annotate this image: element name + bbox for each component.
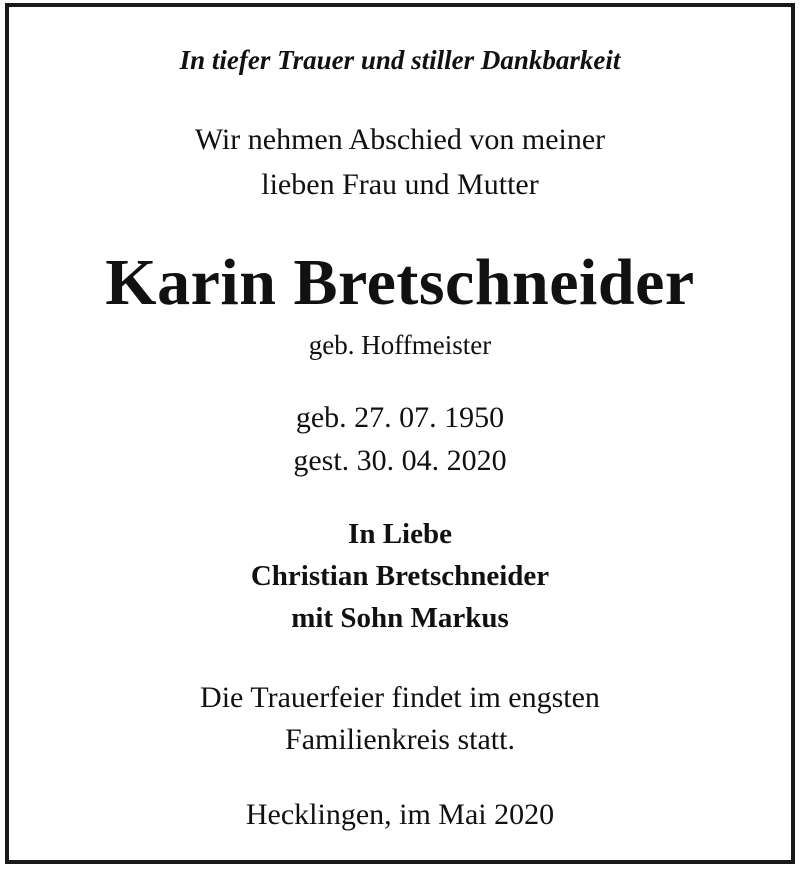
maiden-name: geb. Hoffmeister (308, 330, 492, 360)
funeral-note-line-1: Die Trauerfeier findet im engsten (200, 681, 600, 714)
death-date: gest. 30. 04. 2020 (293, 444, 507, 477)
mourner-line-3: mit Sohn Markus (291, 602, 509, 634)
mourner-line-1: In Liebe (348, 518, 452, 550)
obituary-notice (5, 3, 795, 864)
birth-date: geb. 27. 07. 1950 (295, 401, 505, 434)
notice-header: In tiefer Trauer und stiller Dankbarkeit (179, 45, 621, 75)
funeral-note-line-2: Familienkreis statt. (285, 723, 515, 756)
place-and-date: Hecklingen, im Mai 2020 (245, 798, 555, 831)
deceased-name: Karin Bretschneider (105, 246, 695, 319)
intro-line-2: lieben Frau und Mutter (261, 168, 539, 201)
intro-line-1: Wir nehmen Abschied von meiner (194, 123, 606, 156)
mourner-line-2: Christian Bretschneider (250, 560, 550, 592)
